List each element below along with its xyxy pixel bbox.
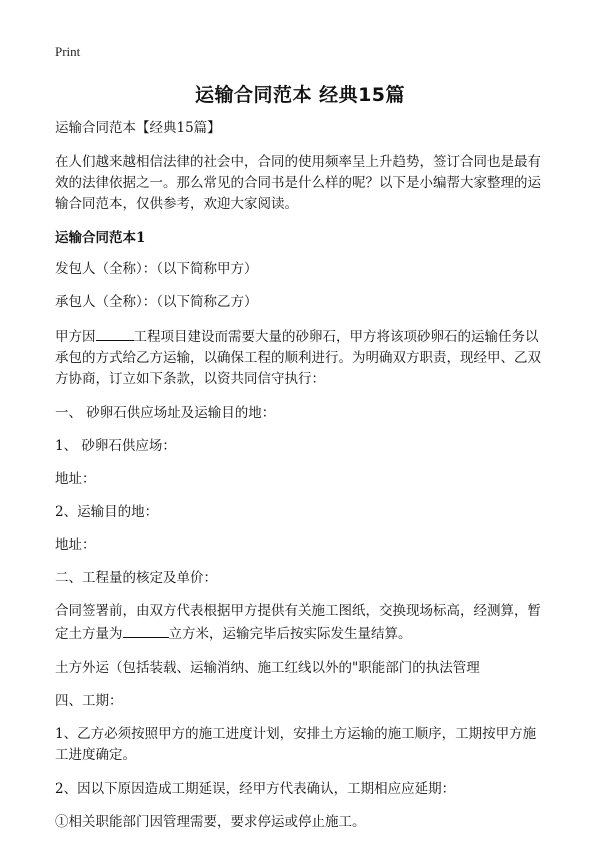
clause-4-2: 2、因以下原因造成工期延误，经甲方代表确认，工期相应应延期： xyxy=(55,781,456,797)
document-body xyxy=(55,118,547,845)
transport-paragraph: 土方外运（包括装载、运输消纳、施工红线以外的"职能部门的执法管理 xyxy=(55,660,480,676)
clause-4-heading: 四、工期： xyxy=(55,693,123,709)
clause-1-1: 1、 砂卵石供应场： xyxy=(55,438,176,454)
quantity-paragraph-suffix: 立方米，运输完毕后按实际发生量结算。 xyxy=(168,626,412,642)
blank-line xyxy=(123,622,169,638)
party-a-line: 发包人（全称）：（以下简称甲方） xyxy=(55,261,258,277)
subtitle: 运输合同范本【经典15篇】 xyxy=(55,120,221,136)
clause-4-1: 1、乙方必须按照甲方的施工进度计划，安排土方运输的施工顺序，工期按甲方施工进度确定。 xyxy=(55,726,537,763)
address-line-2: 地址： xyxy=(55,537,96,553)
clause-1-2: 2、运输目的地： xyxy=(55,504,159,520)
blank-line xyxy=(96,325,134,341)
quantity-paragraph-prefix: 合同签署前，由双方代表根据甲方提供有关施工图纸，交换现场标高，经测算，暂定土方量为 xyxy=(55,603,541,642)
clause-1-heading: 一、 砂卵石供应场址及运输目的地： xyxy=(55,405,276,421)
address-line-1: 地址： xyxy=(55,471,96,487)
project-paragraph-suffix: 工程项目建设而需要大量的砂卵石，甲方将该项砂卵石的运输任务以承包的方式给乙方运输，以确保工程的顺利进行。为明确双方职责，现经甲、乙双方协商，订立如下条款，以资共同信守执行： xyxy=(55,329,541,387)
document-title: 运输合同范本 经典15篇 xyxy=(194,84,406,106)
party-b-line: 承包人（全称）：（以下简称乙方） xyxy=(55,294,258,310)
clause-2-heading: 二、工程量的核定及单价： xyxy=(55,570,217,586)
quantity-paragraph xyxy=(55,601,547,645)
clause-4-2-1: ①相关职能部门因管理需要，要求停运或停止施工。 xyxy=(55,814,366,830)
print-link[interactable]: Print xyxy=(55,44,81,59)
project-paragraph xyxy=(55,325,547,390)
section-heading: 运输合同范本1 xyxy=(55,230,146,246)
intro-paragraph: 在人们越来越相信法律的社会中，合同的使用频率呈上升趋势，签订合同也是最有效的法律依据之一。那么常见的合同书是什么样的呢？以下是小编帮大家整理的运输合同范本，仅供参考，欢迎大家阅读。 xyxy=(55,154,541,212)
project-paragraph-prefix: 甲方因 xyxy=(55,329,96,345)
